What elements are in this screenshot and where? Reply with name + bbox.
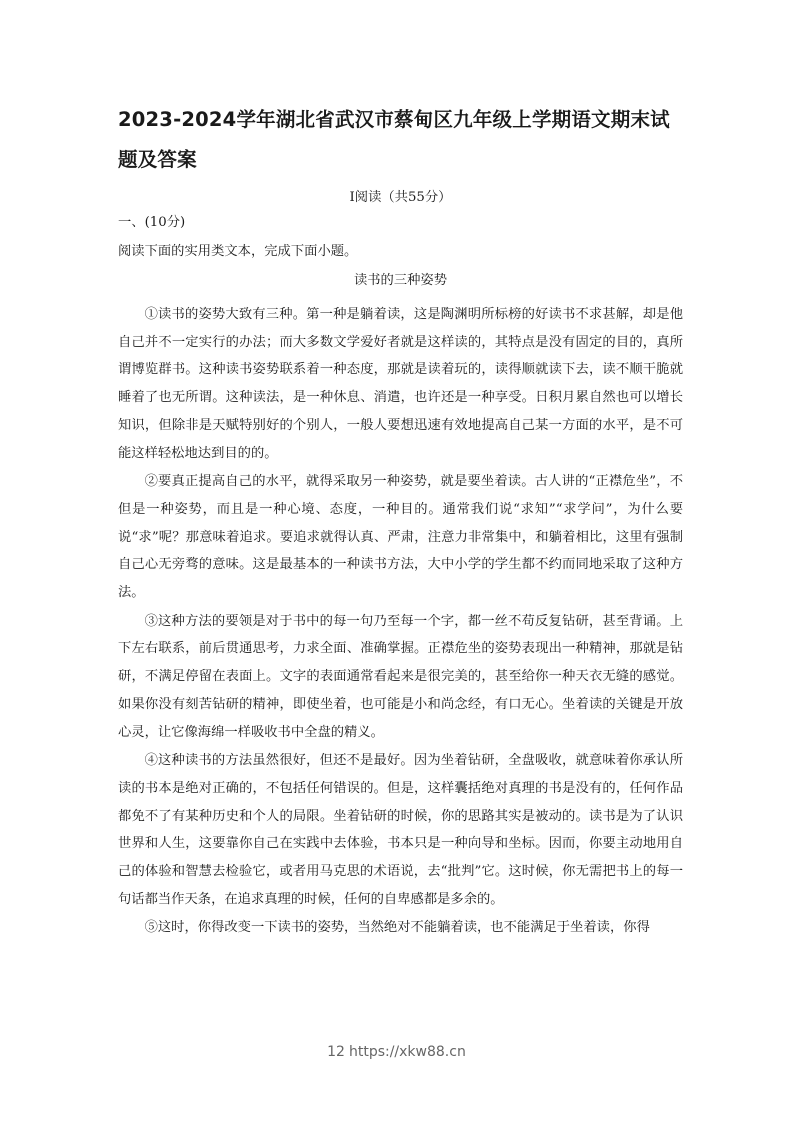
article-paragraph-1: ①读书的姿势大致有三种。第一种是躺着读，这是陶渊明所标榜的好读书不求甚解，却是他自己并不一定实行的办法；而大多数文学爱好者就是这样读的，其特点是没有固定的目的，真所谓博览群书。这种读书姿势联系着一种态度，那就是读着玩的，读得顺就读下去，读不顺干脆就睡着了也无所谓。这种读法，是一种休息、消遣，也许还是一种享受。日积月累自然也可以增长知识，但除非是天赋特别好的个别人，一般人要想迅速有效地提高自己某一方面的水平，是不可能这样轻松地达到目的的。 [118,307,683,461]
document-title: 2023-2024学年湖北省武汉市蔡甸区九年级上学期语文期末试题及答案 [118,108,670,171]
section-heading: Ⅰ阅读（共55分） [349,190,452,205]
document-page [118,100,683,943]
article-title: 读书的三种姿势 [353,273,448,288]
part-label: 一、(10分) [118,215,186,230]
page-footer [0,1044,793,1060]
article-paragraph-3: ③这种方法的要领是对于书中的每一句乃至每一个字，都一丝不苟反复钻研，甚至背诵。上下左右联系，前后贯通思考，力求全面、准确掌握。正襟危坐的姿势表现出一种精神，那就是钻研，不满足停留在表面上。文字的表面通常看起来是很完美的，甚至给你一种天衣无缝的感觉。如果你没有刻苦钻研的精神，即使坐着，也可能是小和尚念经，有口无心。坐着读的关键是开放心灵，让它像海绵一样吸收书中全盘的精义。 [118,613,683,740]
article-paragraph-5: ⑤这时，你得改变一下读书的姿势，当然绝对不能躺着读，也不能满足于坐着读，你得 [144,920,650,936]
page-number: 12 [327,1044,345,1060]
footer-url[interactable]: https://xkw88.cn [348,1044,466,1060]
article-paragraph-4: ④这种读书的方法虽然很好，但还不是最好。因为坐着钻研，全盘吸收，就意味着你承认所读的书本是绝对正确的，不包括任何错误的。但是，这样囊括绝对真理的书是没有的，任何作品都免不了有某种历史和个人的局限。坐着钻研的时候，你的思路其实是被动的。读书是为了认识世界和人生，这要靠你自己在实践中去体验，书本只是一种向导和坐标。因而，你要主动地用自己的体验和智慧去检验它，或者用马克思的术语说，去“批判”它。这时候，你无需把书上的每一句话都当作天条，在追求真理的时候，任何的自卑感都是多余的。 [118,753,683,907]
article-paragraph-2: ②要真正提高自己的水平，就得采取另一种姿势，就是要坐着读。古人讲的“正襟危坐”，不但是一种姿势，而且是一种心境、态度，一种目的。通常我们说“求知”“求学问”，为什么要说“求”呢？那意味着追求。要追求就得认真、严肃，注意力非常集中，和躺着相比，这里有强制自己心无旁骛的意味。这是最基本的一种读书方法，大中小学的学生都不约而同地采取了这种方法。 [118,474,683,601]
instruction-text: 阅读下面的实用类文本，完成下面小题。 [118,244,358,259]
